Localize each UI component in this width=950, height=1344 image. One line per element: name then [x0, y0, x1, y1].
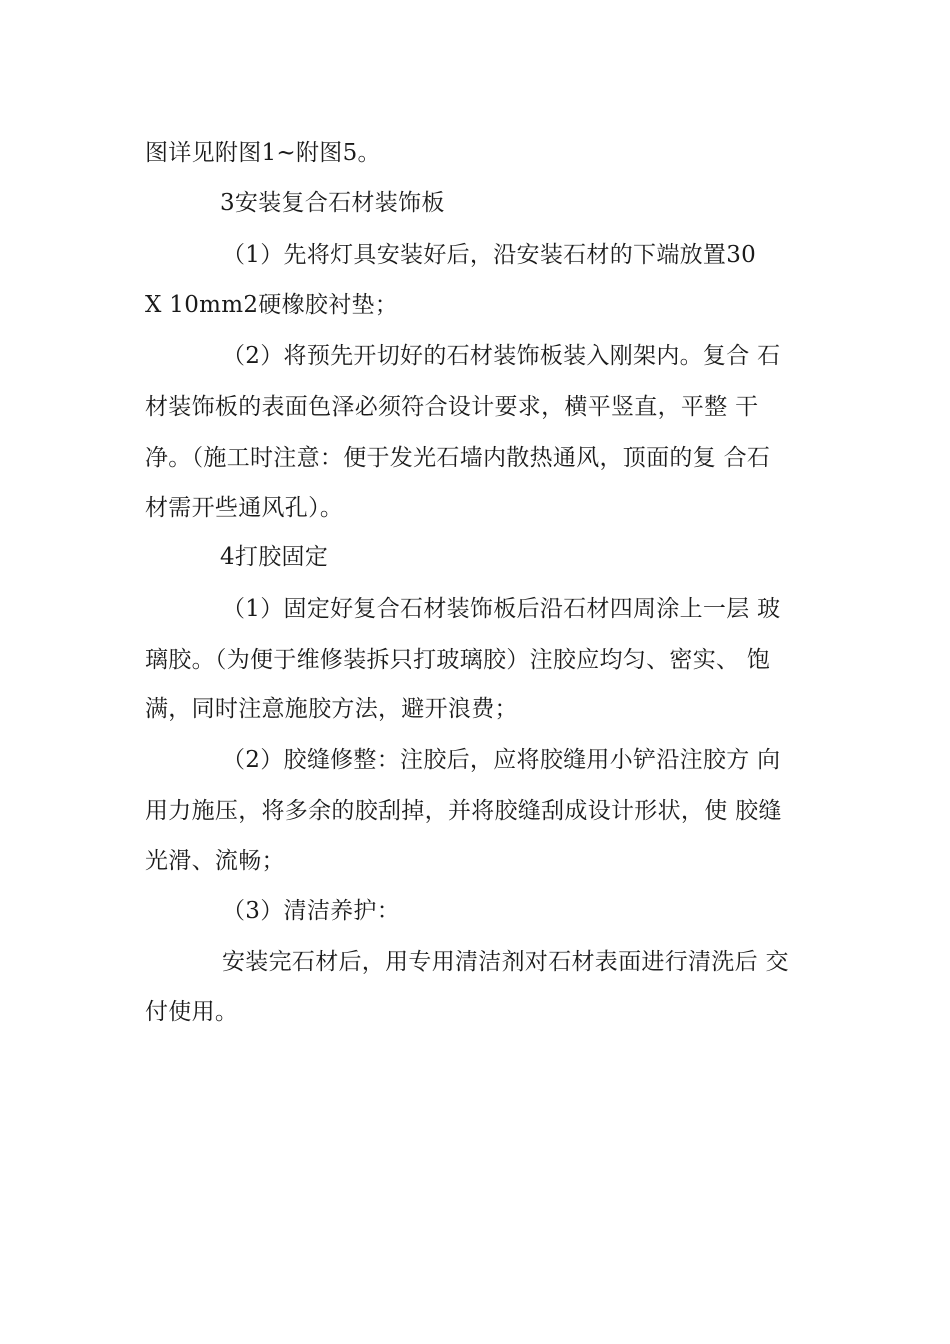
text-line: 满，同时注意施胶方法，避开浪费；: [145, 696, 518, 722]
text-line: 图详见附图1~附图5。: [145, 140, 381, 166]
section-heading: 3安装复合石材装饰板: [220, 190, 445, 216]
text-line: 材装饰板的表面色泽必须符合设计要求，横平竖直，平整 干: [145, 394, 759, 420]
text-line: （3）清洁养护：: [222, 898, 401, 924]
text-line: 光滑、流畅；: [145, 848, 285, 874]
text-line: （2）将预先开切好的石材装饰板装入刚架内。复合 石: [222, 343, 781, 369]
section-heading: 4打胶固定: [220, 544, 329, 570]
text-line: 净。（施工时注意：便于发光石墙内散热通风，顶面的复 合石: [145, 445, 771, 471]
text-line: （2）胶缝修整：注胶后，应将胶缝用小铲沿注胶方 向: [222, 747, 781, 773]
text-line: X 10mm2硬橡胶衬垫；: [145, 292, 399, 318]
text-line: 材需开些通风孔）。: [145, 495, 344, 521]
text-line: （1）固定好复合石材装饰板后沿石材四周涂上一层 玻: [222, 596, 781, 622]
text-line: 付使用。: [145, 999, 239, 1025]
text-line: 用力施压，将多余的胶刮掉，并将胶缝刮成设计形状，使 胶缝: [145, 798, 782, 824]
text-line: 安装完石材后，用专用清洁剂对石材表面进行清洗后 交: [222, 949, 789, 975]
text-line: （1）先将灯具安装好后，沿安装石材的下端放置30: [222, 242, 757, 268]
text-line: 璃胶。（为便于维修装拆只打玻璃胶）注胶应均匀、密实、 饱: [145, 647, 771, 673]
